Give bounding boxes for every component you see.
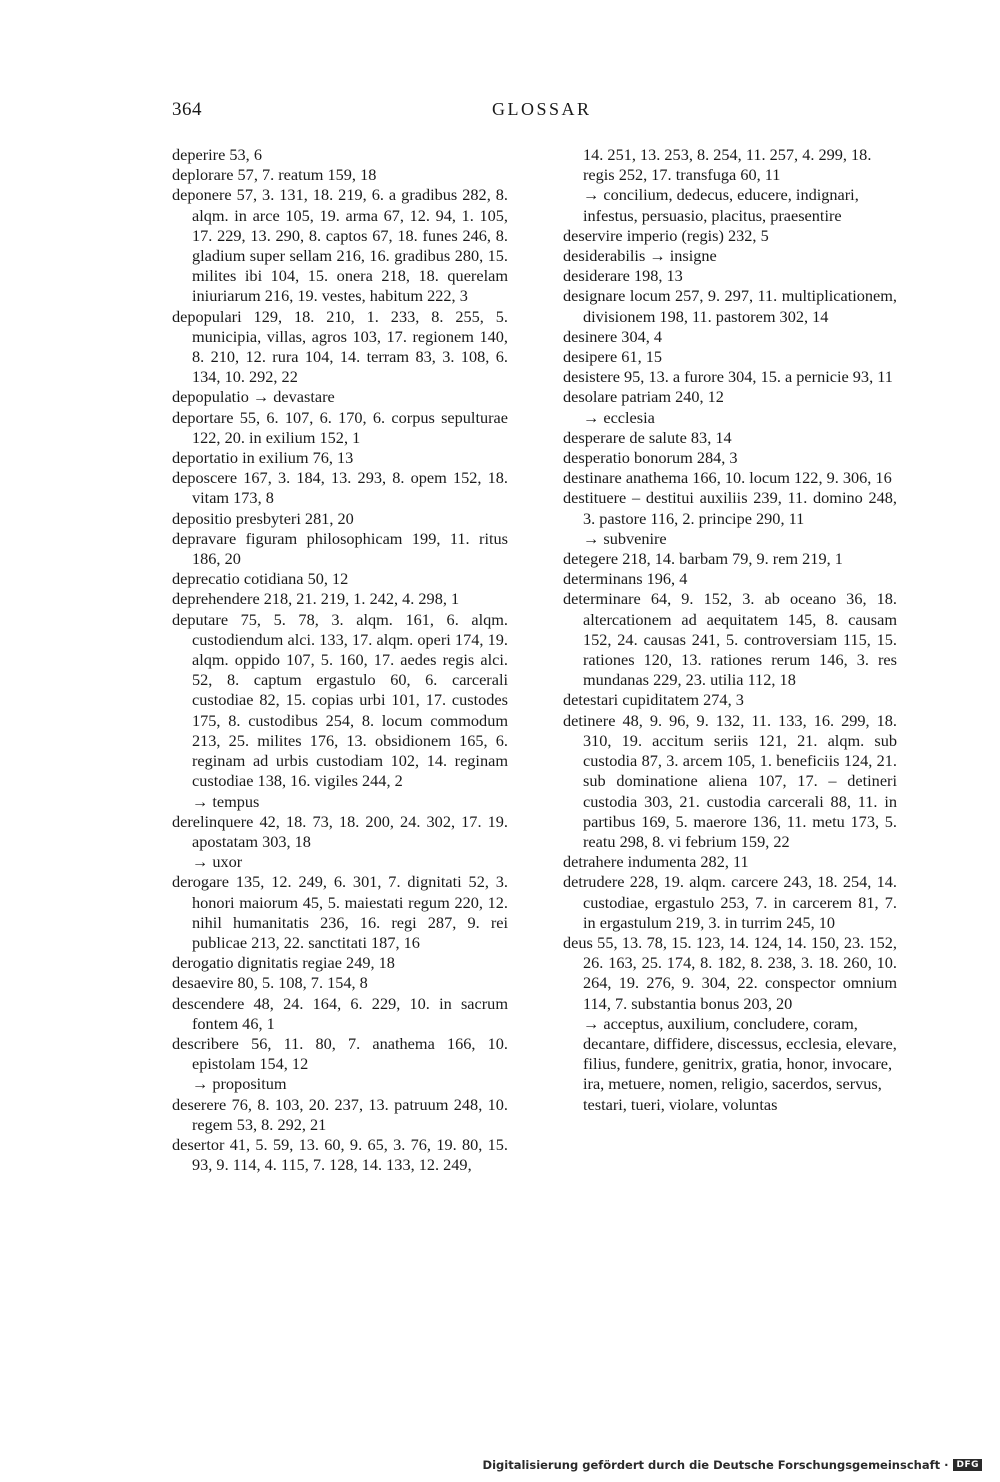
glossary-column-right — [563, 145, 897, 1115]
glossary-entry: deplorare 57, 7. reatum 159, 18 — [172, 165, 377, 185]
glossary-entry: determinare 64, 9. 152, 3. ab oceano 36, 18. altercationem ad aequitatem 145, 8. causam 152, 24. causas 241, 5. controversiam 115, 15. rationes 120, 13. rationes rerum 146, 3. res mundanas 229, 23. utilia 112, 18 — [563, 589, 897, 690]
glossary-entry: destinare anathema 166, 10. locum 122, 9. 306, 16 — [563, 468, 892, 488]
glossary-entry: depopulari 129, 18. 210, 1. 233, 8. 255, 5. municipia, villas, agros 103, 17. regionem 140, 8. 210, 12. rura 104, 14. terram 83, 3. 108, 6. 134, 10. 292, 22 — [172, 306, 508, 387]
glossary-entry: depositio presbyteri 281, 20 — [172, 508, 354, 528]
glossary-entry: depravare figuram philosophicam 199, 11. ritus 186, 20 — [172, 528, 508, 569]
glossary-entry: deserere 76, 8. 103, 20. 237, 13. patruum 248, 10. regem 53, 8. 292, 21 — [172, 1094, 508, 1134]
glossary-entry: deservire imperio (regis) 232, 5 — [563, 225, 769, 245]
glossary-entry: describere 56, 11. 80, 7. anathema 166, 10. epistolam 154, 12 — [172, 1033, 508, 1074]
glossary-entry: detinere 48, 9. 96, 9. 132, 11. 133, 16. 299, 18. 310, 19. accitum seriis 121, 21. alqm. sub custodia 87, 3. arcem 105, 1. beneficiis 124, 21. sub dominatione aliena 107, 17. – detineri custodia 303, 21. custodia carcerali 88, 11. in partibus 169, 5. maerore 136, 11. metu 173, 5. reatu 298, 8. vi febrium 159, 22 — [563, 710, 897, 851]
cross-reference: → tempus — [192, 791, 260, 811]
glossary-entry: detegere 218, 14. barbam 79, 9. rem 219, 1 — [563, 549, 843, 569]
glossary-entry: designare locum 257, 9. 297, 11. multiplicationem, divisionem 198, 11. pastorem 302, 14 — [563, 286, 897, 326]
glossary-entry: destituere – destitui auxiliis 239, 11. domino 248, 3. pastore 116, 2. principe 290, 11 — [563, 488, 897, 528]
glossary-entry: desipere 61, 15 — [563, 347, 663, 367]
glossary-entry: desistere 95, 13. a furore 304, 15. a pernicie 93, 11 — [563, 367, 893, 387]
glossary-entry: desiderare 198, 13 — [563, 266, 683, 286]
glossary-entry: deputare 75, 5. 78, 3. alqm. 161, 6. alqm. custodiendum alci. 133, 17. alqm. operi 174, 19. alqm. oppido 107, 5. 160, 17. aedes regis alci. 52, 8. captum ergastulo 60, 6. carcerali custodiae 82, 15. copias urbi 101, 17. custodes 175, 8. custodibus 254, 8. locum commodum 213, 25. milites 176, 13. obsidionem 165, 6. reginam ad urbis custodiam 102, 14. reginam custodiae 138, 16. vigiles 244, 2 — [172, 609, 508, 791]
glossary-entry: deportare 55, 6. 107, 6. 170, 6. corpus sepulturae 122, 20. in exilium 152, 1 — [172, 407, 508, 447]
glossary-entry: detrahere indumenta 282, 11 — [563, 852, 749, 872]
page-number: 364 — [172, 99, 202, 120]
glossary-entry: desperare de salute 83, 14 — [563, 427, 732, 447]
glossary-entry: detrudere 228, 19. alqm. carcere 243, 18. 254, 14. custodiae, ergastulo 253, 7. in carcerem 81, 7. in ergastulum 219, 3. in turrim 245, 10 — [563, 872, 897, 932]
dfg-logo: DFG — [953, 1459, 982, 1471]
glossary-entry: deprecatio cotidiana 50, 12 — [172, 569, 349, 589]
cross-reference: 14. 251, 13. 253, 8. 254, 11. 257, 4. 299, 18. regis 252, 17. transfuga 60, 11 — [583, 145, 872, 185]
glossary-entry: deperire 53, 6 — [172, 145, 262, 164]
glossary-entry: deus 55, 13. 78, 15. 123, 14. 124, 14. 150, 23. 152, 26. 163, 25. 174, 8. 182, 8. 238, 3. 18. 260, 10. 264, 19. 276, 9. 304, 22. conspector omnium 114, 7. substantia bonus 203, 20 — [563, 932, 897, 1013]
glossary-entry: deposcere 167, 3. 184, 13. 293, 8. opem 152, 18. vitam 173, 8 — [172, 468, 508, 508]
glossary-entry: derelinquere 42, 18. 73, 18. 200, 24. 302, 17. 19. apostatam 303, 18 — [172, 811, 508, 851]
glossary-entry: desperatio bonorum 284, 3 — [563, 448, 738, 468]
cross-reference: → uxor — [192, 852, 243, 872]
cross-reference: → subvenire — [583, 528, 667, 548]
glossary-column-left — [172, 145, 508, 1175]
cross-reference: → acceptus, auxilium, concludere, coram, decantare, diffidere, discessus, ecclesia, elevare, filius, fundere, genitrix, gratia, honor, invocare, ira, metuere, nomen, religio, sacerdos, servus, testari, tueri, violare, voluntas — [583, 1013, 897, 1114]
glossary-entry: desiderabilis → insigne — [563, 246, 717, 266]
glossary-entry: derogatio dignitatis regiae 249, 18 — [172, 953, 395, 973]
glossary-entry: detestari cupiditatem 274, 3 — [563, 690, 744, 710]
glossary-entry: desaevire 80, 5. 108, 7. 154, 8 — [172, 973, 368, 993]
running-head: GLOSSAR — [492, 99, 592, 119]
cross-reference: → propositum — [192, 1074, 287, 1094]
glossary-entry: desolare patriam 240, 12 — [563, 387, 724, 407]
glossary-entry: desinere 304, 4 — [563, 326, 663, 346]
glossary-entry: deportatio in exilium 76, 13 — [172, 448, 354, 468]
glossary-entry: deprehendere 218, 21. 219, 1. 242, 4. 298, 1 — [172, 589, 460, 609]
glossary-entry: depopulatio → devastare — [172, 387, 335, 407]
glossary-entry: determinans 196, 4 — [563, 569, 688, 589]
cross-reference: → concilium, dedecus, educere, indignari, infestus, persuasio, placitus, praesentire — [583, 185, 859, 225]
glossary-entry: derogare 135, 12. 249, 6. 301, 7. dignitati 52, 3. honori maiorum 45, 5. maiestati regum 220, 12. nihil humanitatis 236, 16. regi 287, 9. rei publicae 213, 22. sanctitati 187, 16 — [172, 872, 508, 952]
glossary-entry: deponere 57, 3. 131, 18. 219, 6. a gradibus 282, 8. alqm. in arce 105, 19. arma 67, 12. 94, 1. 105, 17. 229, 13. 290, 8. captos 67, 18. funes 246, 8. gladium super sellam 216, 16. gradibus 280, 15. milites ibi 104, 15. onera 218, 18. querelam iniuriarum 216, 19. vestes, habitum 222, 3 — [172, 185, 508, 306]
footer-text: Digitalisierung gefördert durch die Deutsche Forschungsgemeinschaft · — [482, 1458, 949, 1472]
digitization-footer — [483, 1458, 982, 1472]
glossary-entry: descendere 48, 24. 164, 6. 229, 10. in sacrum fontem 46, 1 — [172, 993, 508, 1033]
cross-reference: → ecclesia — [583, 407, 655, 427]
glossary-entry: desertor 41, 5. 59, 13. 60, 9. 65, 3. 76, 19. 80, 15. 93, 9. 114, 4. 115, 7. 128, 14. 133, 12. 249, — [172, 1134, 508, 1175]
